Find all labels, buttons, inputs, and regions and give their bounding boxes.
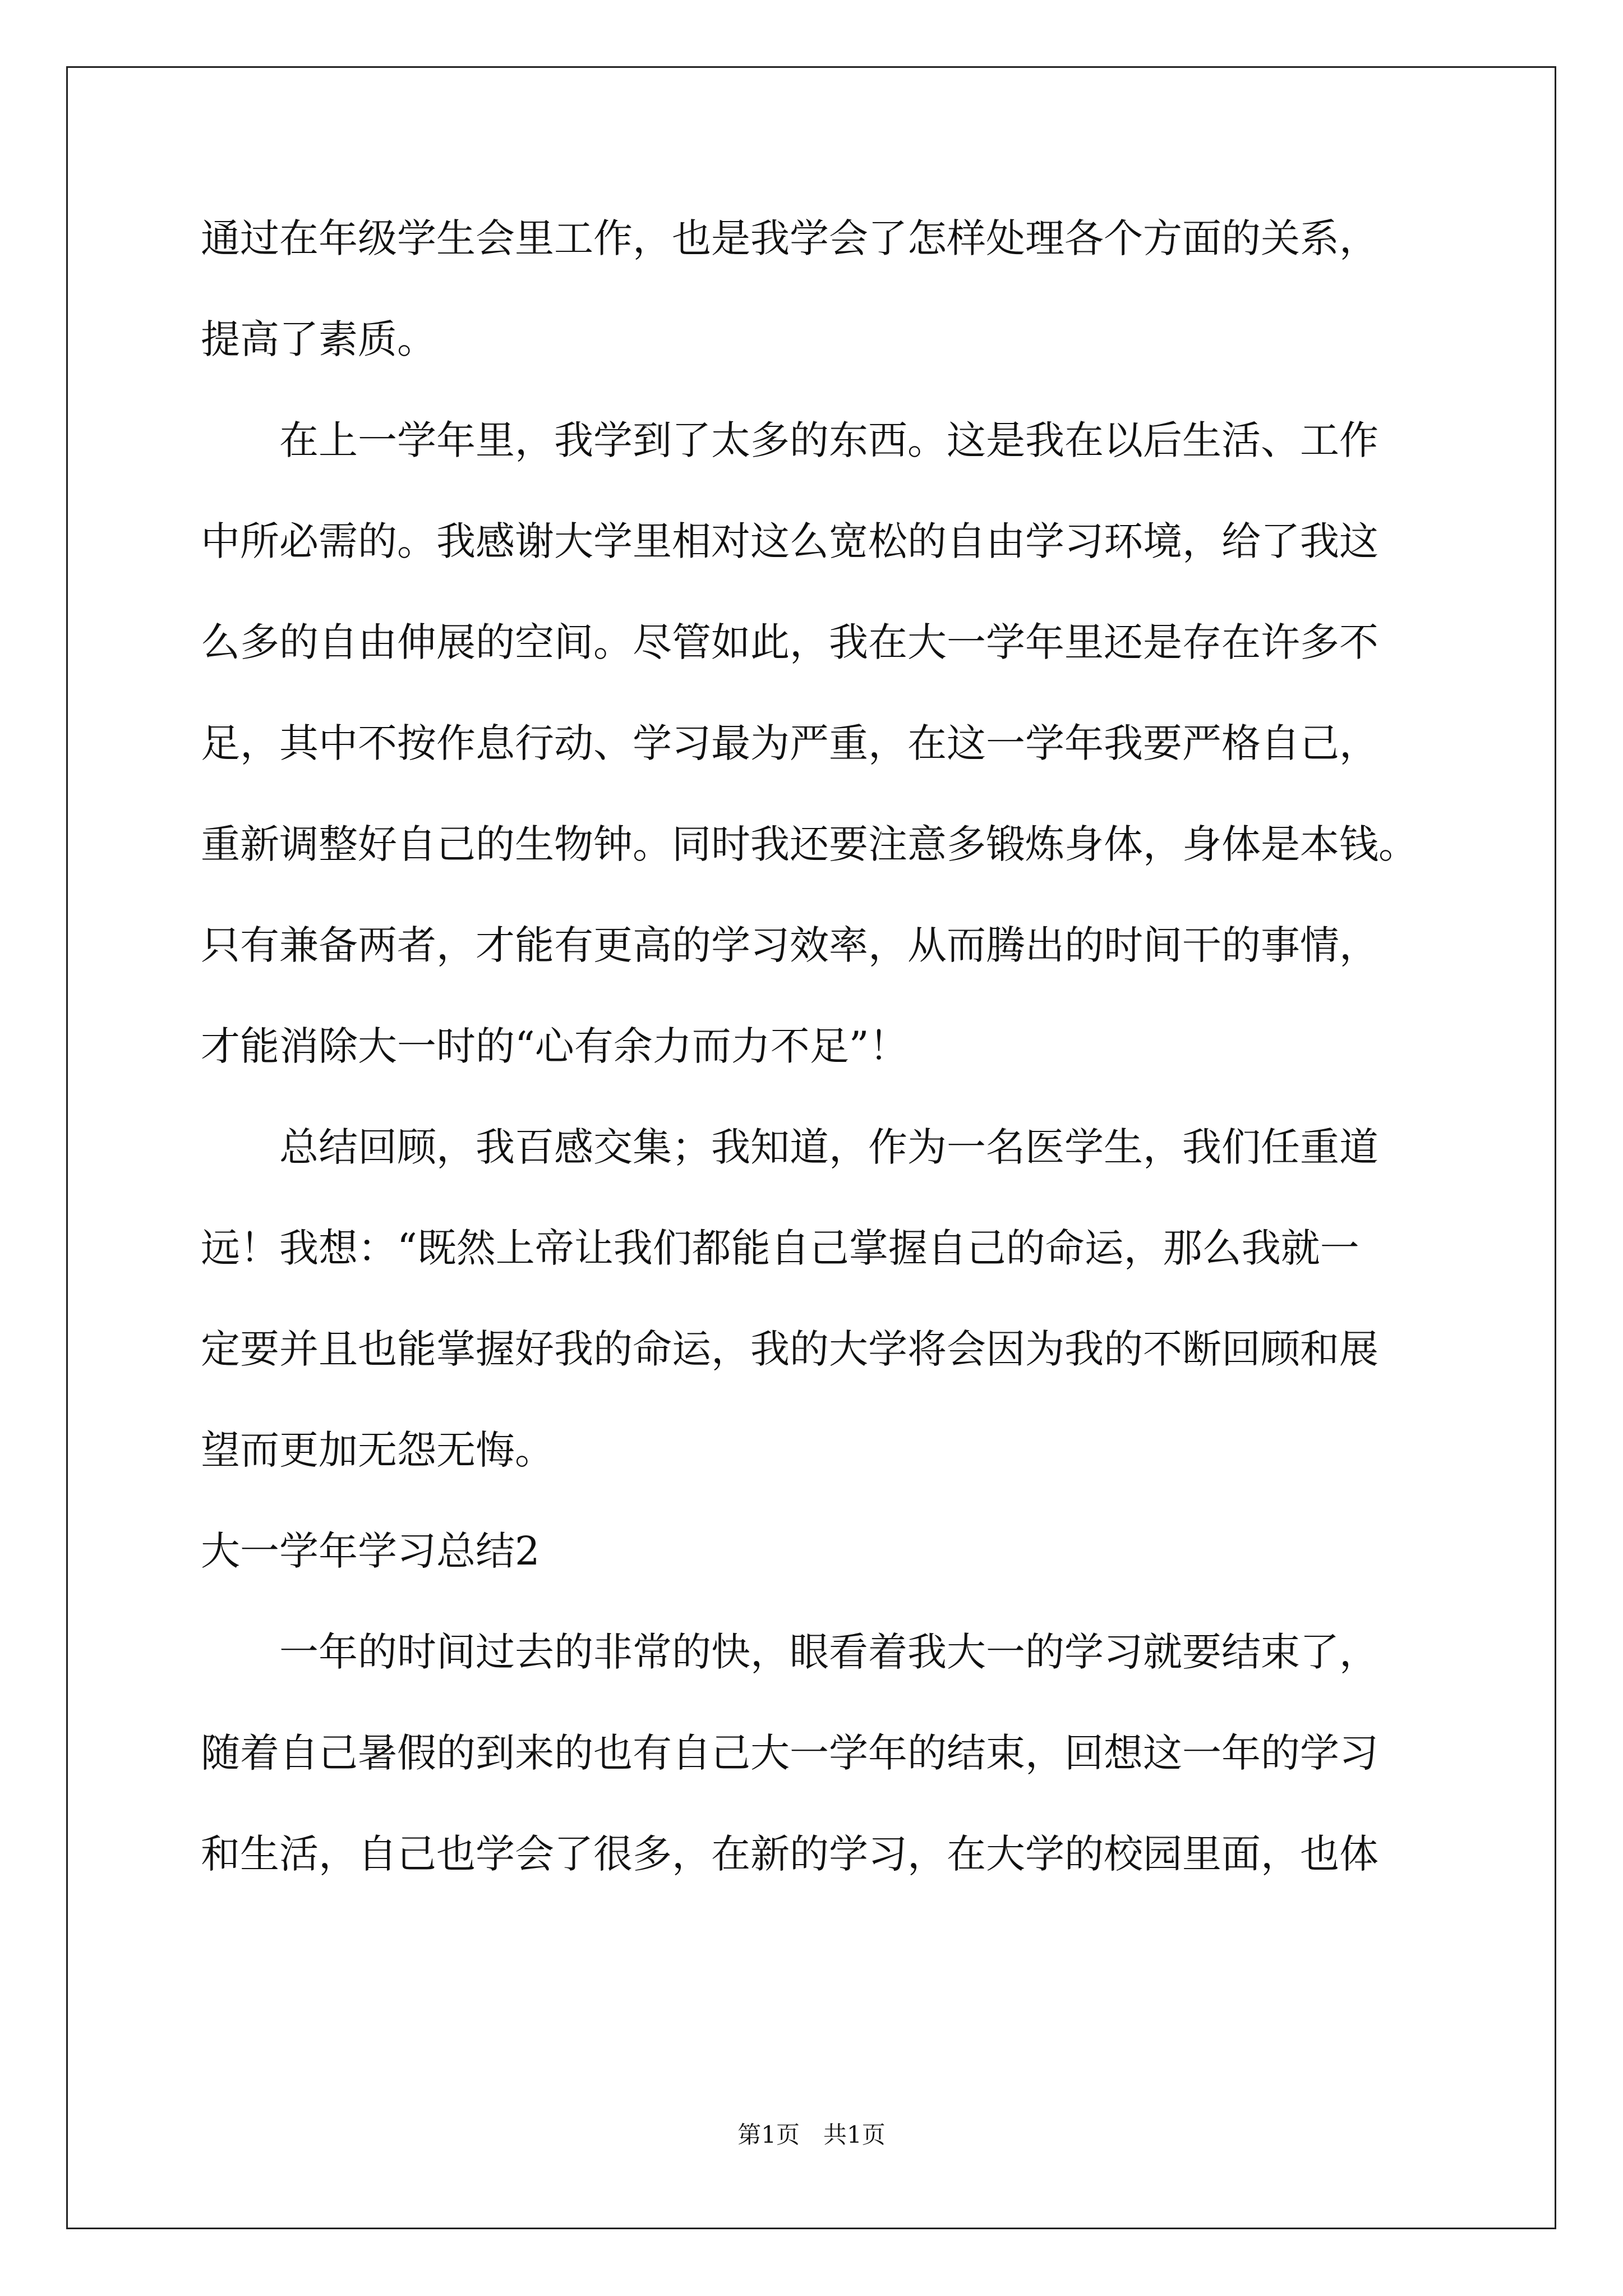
text-line: 提高了素质。 (201, 316, 436, 362)
text-line: 随着自己暑假的到来的也有自己大一学年的结束，回想这一年的学习 (201, 1730, 1378, 1776)
text-line: 中所必需的。我感谢大学里相对这么宽松的自由学习环境，给了我这 (201, 518, 1378, 564)
text-line: 才能消除大一时的“心有余力而力不足”！ (201, 1023, 909, 1069)
text-line: 和生活，自己也学会了很多，在新的学习，在大学的校园里面，也体 (201, 1831, 1378, 1877)
document-body (201, 215, 1491, 1935)
text-line: 定要并且也能掌握好我的命运，我的大学将会因为我的不断回顾和展 (201, 1326, 1378, 1372)
text-line: 一年的时间过去的非常的快，眼看着我大一的学习就要结束了， (279, 1629, 1378, 1675)
text-line: 望而更加无怨无悔。 (201, 1427, 554, 1473)
text-line: 么多的自由伸展的空间。尽管如此，我在大一学年里还是存在许多不 (201, 619, 1378, 665)
text-line: 远！我想：“既然上帝让我们都能自己掌握自己的命运，那么我就一 (201, 1225, 1359, 1271)
text-line: 在上一学年里，我学到了太多的东西。这是我在以后生活、工作 (279, 417, 1378, 463)
text-line: 通过在年级学生会里工作，也是我学会了怎样处理各个方面的关系， (201, 215, 1378, 261)
text-line: 足，其中不按作息行动、学习最为严重，在这一学年我要严格自己， (201, 720, 1378, 766)
text-line: 只有兼备两者，才能有更高的学习效率，从而腾出的时间干的事情， (201, 922, 1378, 968)
section-heading: 大一学年学习总结2 (201, 1528, 540, 1574)
text-line: 总结回顾，我百感交集；我知道，作为一名医学生，我们任重道 (279, 1124, 1378, 1170)
page-footer: 第1页 共1页 (737, 2121, 886, 2148)
text-line: 重新调整好自己的生物钟。同时我还要注意多锻炼身体，身体是本钱。 (201, 821, 1418, 867)
